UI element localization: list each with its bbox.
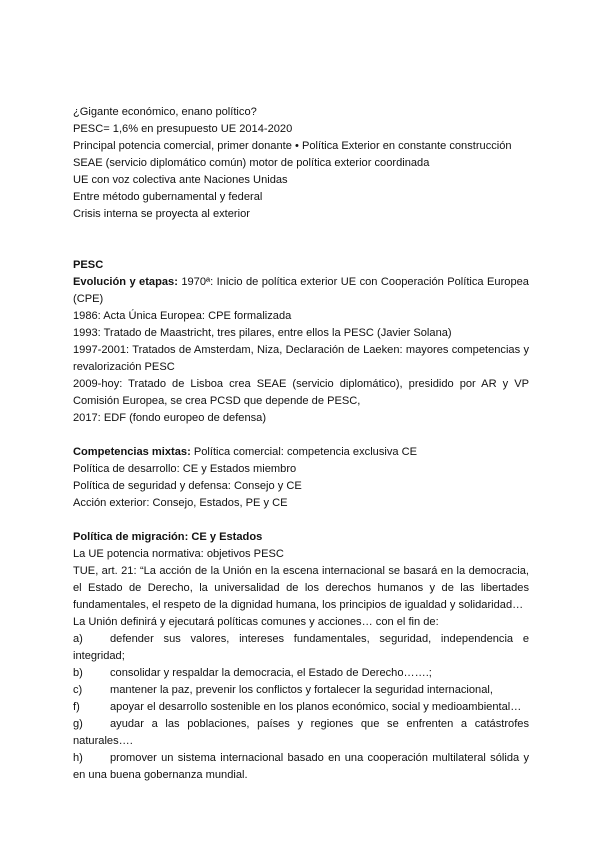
pesc-item: 2017: EDF (fondo europeo de defensa) [73,412,267,424]
evolution-label: Evolución y etapas: [73,276,178,288]
list-continuation: integridad; [73,650,125,662]
intro-line: SEAE (servicio diplomático común) motor de política exterior coordinada [73,157,430,169]
list-letter: g) [73,718,83,730]
pesc-item: 1986: Acta Única Europea: CPE formalizada [73,310,292,322]
list-item [73,631,529,648]
list-continuation: en una buena gobernanza mundial. [73,769,248,781]
migracion-line: La UE potencia normativa: objetivos PESC [73,548,284,560]
intro-line: PESC= 1,6% en presupuesto UE 2014-2020 [73,123,293,135]
competencias-item: Política de desarrollo: CE y Estados miembro [73,463,297,475]
document-page [73,104,529,784]
intro-line: ¿Gigante económico, enano político? [73,106,257,118]
pesc-item: 2009-hoy: Tratado de Lisboa crea SEAE (servicio diplomático), presidido por AR y VP Comisión Europea, se crea PCSD que depende de PESC, [73,378,529,407]
list-continuation: naturales…. [73,735,133,747]
competencias-item: Política de seguridad y defensa: Consejo y CE [73,480,302,492]
competencias-paragraph [73,444,529,461]
list-item [73,682,529,699]
intro-line: Crisis interna se proyecta al exterior [73,208,250,220]
migracion-lead: La Unión definirá y ejecutará políticas comunes y acciones… con el fin de: [73,616,439,628]
list-letter: f) [73,701,80,713]
intro-line: UE con voz colectiva ante Naciones Unidas [73,174,288,186]
list-letter: h) [73,752,83,764]
evolution-text: 1970ª: Inicio de política exterior UE con Cooperación Política Europea (CPE) [73,276,529,305]
pesc-item: 1997-2001: Tratados de Amsterdam, Niza, Declaración de Laeken: mayores competencias y revalorización PESC [73,344,529,373]
list-item [73,699,529,716]
migracion-heading: Política de migración: CE y Estados [73,531,263,543]
list-letter: c) [73,684,83,696]
pesc-heading: PESC [73,259,104,271]
list-letter: a) [73,633,83,645]
competencias-item: Acción exterior: Consejo, Estados, PE y CE [73,497,288,509]
list-letter: b) [73,667,83,679]
list-text: ayudar a las poblaciones, países y regiones que se enfrenten a catástrofes [110,718,529,730]
list-text: apoyar el desarrollo sostenible en los planos económico, social y medioambiental… [110,701,522,713]
competencias-text: Política comercial: competencia exclusiva CE [190,446,418,458]
intro-line: Principal potencia comercial, primer donante • Política Exterior en constante construcción [73,140,512,152]
tue-quote: TUE, art. 21: “La acción de la Unión en la escena internacional se basará en la democracia, el Estado de Derecho, la universalidad de los derechos humanos y de las libertades fundamentales, el respeto de la dignidad humana, los principios de igualdad y solidaridad… [73,565,529,611]
list-item [73,750,529,767]
list-item [73,665,529,682]
list-text: consolidar y respaldar la democracia, el Estado de Derecho…….; [110,667,432,679]
list-text: promover un sistema internacional basado en una cooperación multilateral sólida y [110,752,529,764]
list-item [73,716,529,733]
pesc-item: 1993: Tratado de Maastricht, tres pilares, entre ellos la PESC (Javier Solana) [73,327,452,339]
intro-line: Entre método gubernamental y federal [73,191,263,203]
list-text: mantener la paz, prevenir los conflictos y fortalecer la seguridad internacional, [110,684,493,696]
competencias-label: Competencias mixtas: [73,446,191,458]
list-text: defender sus valores, intereses fundamentales, seguridad, independencia e [110,633,529,645]
evolution-paragraph [73,274,529,308]
